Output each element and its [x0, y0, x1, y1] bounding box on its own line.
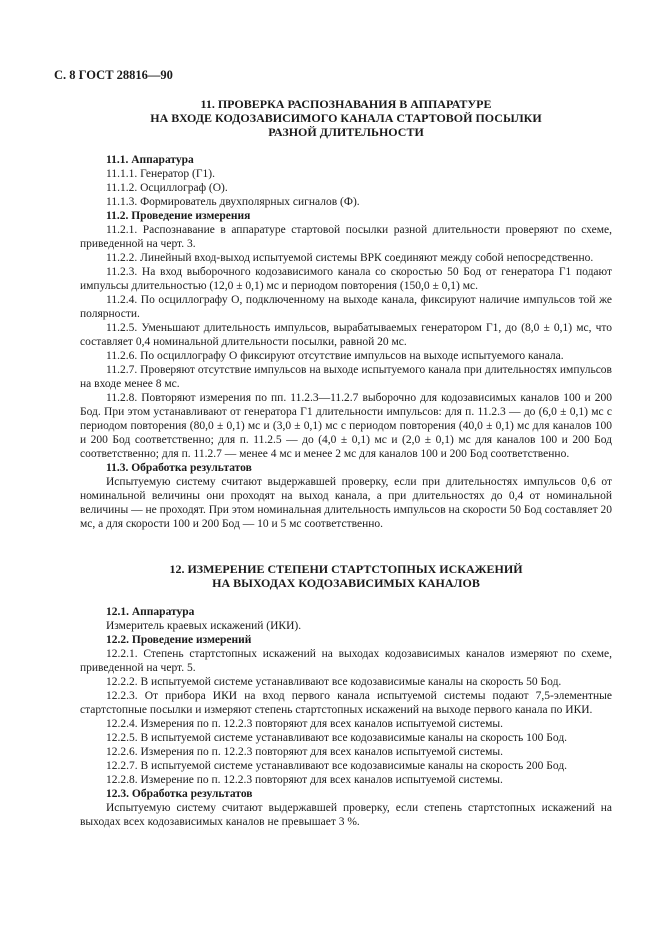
- list-item: 11.1.2. Осциллограф (О).: [106, 182, 228, 194]
- paragraph: 11.2.8. Повторяют измерения по пп. 11.2.3—11.2.7 выборочно для кодозависимых каналов 100 и 200 Бод. При этом устанавливают от генератора Г1 длительности импульсов: для п. 11.2.3 — до (6,0 ± 0,1) мс с периодом повторения (80,0 ± 0,1) мс и (3,0 ± 0,1) мс с периодом повторения (40,0 ± 0,1) мс для каналов 100 и 200 Бод соответственно; для п. 11.2.5 — до (4,0 ± 0,1) мс и (2,0 ± 0,1) мс для каналов 100 и 200 Бод соответственно; для п. 11.2.7 — менее 4 мс и менее 2 мс для каналов 100 и 200 Бод соответственно.: [80, 392, 612, 460]
- paragraph: 11.2.2. Линейный вход-выход испытуемой системы ВРК соединяют между собой непосредственно.: [106, 252, 594, 264]
- paragraph: 11.2.5. Уменьшают длительность импульсов, вырабатываемых генератором Г1, до (8,0 ± 0,1) мс, что составляет 0,4 номинальной длительности посылки, равной 20 мс.: [80, 322, 612, 348]
- paragraph: Испытуемую систему считают выдержавшей проверку, если степень стартстопных искажений на выходах всех кодозависимых каналов не превышает 3 %.: [80, 802, 612, 828]
- subsection-heading-12-2: 12.2. Проведение измерений: [106, 634, 252, 646]
- list-item: 11.1.3. Формирователь двухполярных сигналов (Ф).: [106, 196, 360, 208]
- paragraph: Испытуемую систему считают выдержавшей проверку, если при длительностях импульсов 0,6 от номинальной величины они проходят на выход канала, а при длительностях до 0,4 от номинальной величины — не проходят. При этом номинальная длительность импульсов на скорости 50 Бод составляет 20 мс, а для скорости 100 и 200 Бод — 10 и 5 мс соответственно.: [80, 476, 612, 530]
- paragraph: 11.2.3. На вход выборочного кодозависимого канала со скоростью 50 Бод от генератора Г1 подают импульсы длительностью (12,0 ± 0,1) мс и периодом повторения (150,0 ± 0,1) мс.: [80, 266, 612, 292]
- section-12-title-line: НА ВЫХОДАХ КОДОЗАВИСИМЫХ КАНАЛОВ: [212, 576, 480, 590]
- paragraph: 12.2.4. Измерения по п. 12.2.3 повторяют для всех каналов испытуемой системы.: [106, 718, 504, 730]
- section-11-title: [80, 97, 612, 139]
- paragraph: 12.2.3. От прибора ИКИ на вход первого канала испытуемой системы подают 7,5-элементные стартстопные посылки и измеряют степень стартстопных искажений на выходе первого канала по ИКИ.: [80, 690, 612, 716]
- paragraph: 12.2.8. Измерение по п. 12.2.3 повторяют для всех каналов испытуемой системы.: [106, 774, 503, 786]
- paragraph: 11.2.4. По осциллографу О, подключенному на выходе канала, фиксируют наличие импульсов той же полярности.: [80, 294, 612, 320]
- page-header: С. 8 ГОСТ 28816—90: [54, 68, 173, 82]
- section-12-body: [80, 605, 612, 829]
- section-11-body: [80, 153, 612, 531]
- subsection-heading-12-1: 12.1. Аппаратура: [106, 606, 195, 618]
- subsection-heading-11-2: 11.2. Проведение измерения: [106, 210, 251, 222]
- paragraph: 12.2.5. В испытуемой системе устанавливают все кодозависимые каналы на скорость 100 Бод.: [106, 732, 568, 744]
- section-11-title-line: 11. ПРОВЕРКА РАСПОЗНАВАНИЯ В АППАРАТУРЕ: [200, 97, 492, 111]
- section-12-title-line: 12. ИЗМЕРЕНИЕ СТЕПЕНИ СТАРТСТОПНЫХ ИСКАЖЕНИЙ: [169, 562, 523, 576]
- paragraph: 12.2.6. Измерения по п. 12.2.3 повторяют для всех каналов испытуемой системы.: [106, 746, 504, 758]
- paragraph: 11.2.1. Распознавание в аппаратуре стартовой посылки разной длительности проверяют по схеме, приведенной на черт. 3.: [80, 224, 612, 250]
- section-12-title: [80, 562, 612, 590]
- section-11-title-line: НА ВХОДЕ КОДОЗАВИСИМОГО КАНАЛА СТАРТОВОЙ ПОСЫЛКИ: [150, 111, 542, 125]
- paragraph: Измеритель краевых искажений (ИКИ).: [106, 620, 302, 632]
- paragraph: 12.2.2. В испытуемой системе устанавливают все кодозависимые каналы на скорость 50 Бод.: [106, 676, 562, 688]
- section-11-title-line: РАЗНОЙ ДЛИТЕЛЬНОСТИ: [268, 125, 424, 139]
- subsection-heading-11-3: 11.3. Обработка результатов: [106, 462, 252, 474]
- subsection-heading-12-3: 12.3. Обработка результатов: [106, 788, 253, 800]
- paragraph: 11.2.6. По осциллографу О фиксируют отсутствие импульсов на выходе испытуемого канала.: [106, 350, 564, 362]
- subsection-heading-11-1: 11.1. Аппаратура: [106, 154, 194, 166]
- paragraph: 12.2.7. В испытуемой системе устанавливают все кодозависимые каналы на скорость 200 Бод.: [106, 760, 568, 772]
- list-item: 11.1.1. Генератор (Г1).: [106, 168, 215, 180]
- paragraph: 11.2.7. Проверяют отсутствие импульсов на выходе испытуемого канала при длительностях импульсов на входе менее 8 мс.: [80, 364, 612, 390]
- paragraph: 12.2.1. Степень стартстопных искажений на выходах кодозависимых каналов измеряют по схеме, приведенной на черт. 5.: [80, 648, 612, 674]
